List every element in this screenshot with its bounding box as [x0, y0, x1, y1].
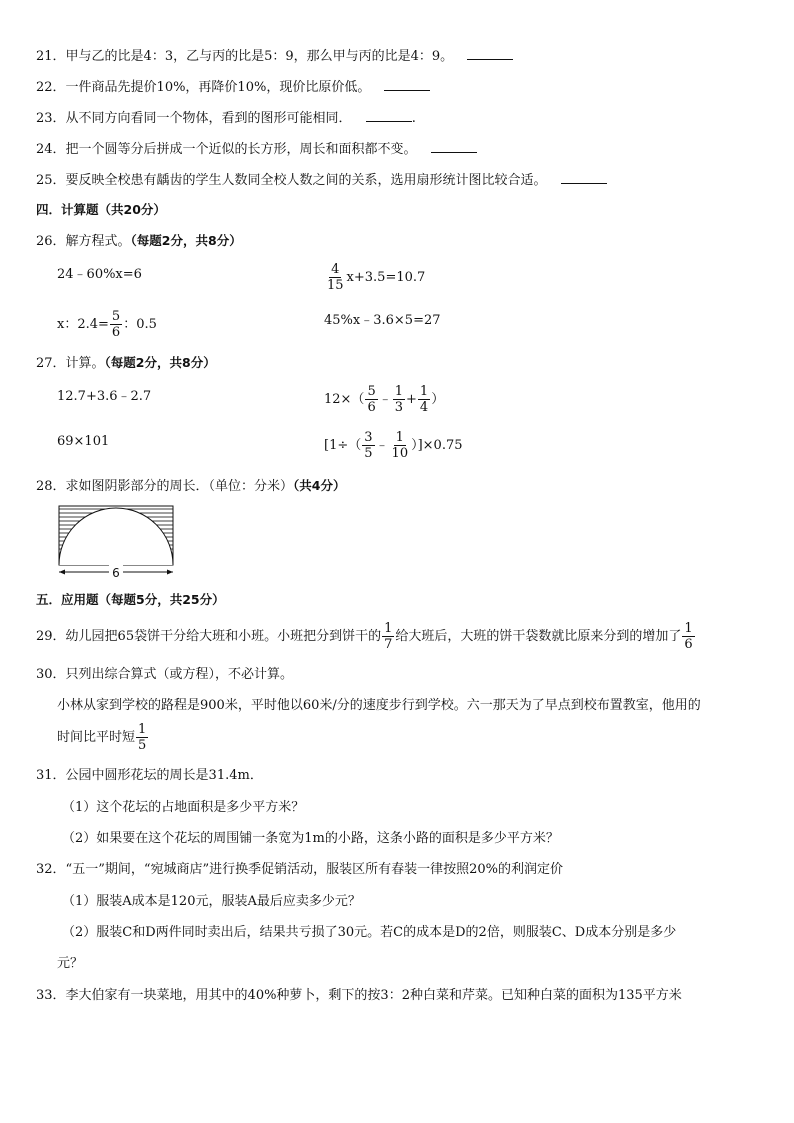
question-32-part-2: （2）服装C和D两件同时卖出后，结果共亏损了30元。若C的成本是D的2倍，则服装C、D成本分别是多少: [62, 925, 677, 940]
shaded-semicircle-figure: [55, 503, 177, 581]
question-31: 31．公园中圆形花坛的周长是31.4m．: [36, 768, 263, 783]
answer-blank[interactable]: [384, 77, 430, 91]
question-30: 30．只列出综合算式（或方程），不必计算。: [36, 667, 294, 682]
question-23-text: 23．从不同方向看同一个物体，看到的图形可能相同．: [36, 111, 352, 126]
fraction: $\frac{4}{15}$: [327, 262, 344, 293]
arrow-left-icon: [59, 570, 65, 575]
calc-2: [324, 384, 444, 415]
question-27: [36, 354, 216, 373]
fraction: $\frac{5}{6}$: [367, 384, 376, 415]
calc-4: [324, 430, 463, 461]
question-24: [36, 139, 477, 159]
question-31-part-2: （2）如果要在这个花坛的周围铺一条宽为1m的小路，这条小路的面积是多少平方米？: [62, 831, 559, 846]
arrow-right-icon: [167, 570, 173, 575]
question-32: 32．“五一”期间，“宛城商店”进行换季促销活动，服装区所有春装一律按照20%的利润定价: [36, 862, 564, 877]
question-30-body: 小林从家到学校的路程是900米，平时他以60米/分的速度步行到学校。六一那天为了早点到校布置教室，他用的: [57, 698, 701, 713]
question-27-text: 27．计算。: [36, 356, 105, 371]
fraction: $\frac{3}{5}$: [364, 430, 373, 461]
question-29-text: 29．幼儿园把65袋饼干分给大班和小班。小班把分到饼干的: [36, 629, 382, 644]
question-26-text: 26．解方程式。: [36, 234, 131, 249]
equation-4: 45%x﹣3.6×5=27: [324, 313, 441, 328]
question-30-tail: [57, 722, 149, 753]
operator: +: [406, 392, 417, 407]
fraction: $\frac{1}{3}$: [394, 384, 404, 415]
equation-2-rest: x+3.5=10.7: [346, 270, 426, 285]
question-25-text: 25．要反映全校患有龋齿的学生人数同全校人数之间的关系，选用扇形统计图比较合适。: [36, 173, 547, 188]
fraction: $\frac{1}{6}$: [684, 621, 693, 652]
section-4-title: 四．计算题（共20分）: [36, 202, 166, 217]
calc-3: 69×101: [57, 434, 110, 449]
question-26: [36, 232, 242, 251]
question-29: [36, 621, 696, 652]
fraction: $\frac{1}{4}$: [419, 384, 429, 415]
fraction: $\frac{1}{5}$: [138, 722, 147, 753]
question-25: [36, 170, 607, 190]
question-28: [36, 477, 346, 496]
question-23-period: .: [411, 111, 416, 126]
section-5-title: 五．应用题（每题5分，共25分）: [36, 592, 225, 607]
question-28-text: 28．求如图阴影部分的周长．（单位：分米）: [36, 479, 294, 494]
question-21-text: 21．甲与乙的比是4：3，乙与丙的比是5：9，那么甲与丙的比是4：9。: [36, 49, 454, 64]
equation-2: [324, 262, 425, 293]
fraction: $\frac{1}{7}$: [384, 621, 393, 652]
question-30-tail-text: 时间比平时短: [57, 730, 136, 745]
equation-1: 24﹣60%x=6: [57, 267, 142, 282]
question-23: [36, 108, 416, 128]
equation-3-post: ：0.5: [123, 317, 157, 332]
fraction: $\frac{1}{10}$: [391, 430, 409, 461]
calc-1: 12.7+3.6﹣2.7: [57, 389, 152, 404]
question-28-points: （共4分）: [293, 478, 346, 493]
equation-3-pre: x：2.4=: [57, 317, 109, 332]
operator: ﹣: [378, 392, 392, 407]
question-22-text: 22．一件商品先提价10%，再降价10%，现价比原价低。: [36, 80, 371, 95]
question-32-part-1: （1）服装A成本是120元，服装A最后应卖多少元？: [62, 894, 361, 909]
operator: ﹣: [375, 438, 389, 453]
answer-blank[interactable]: [467, 46, 513, 60]
calc-4-post: ）]×0.75: [411, 438, 463, 453]
question-22: [36, 77, 430, 97]
calc-2-post: ）: [431, 392, 445, 407]
calc-4-pre: [1÷（: [324, 438, 362, 453]
question-24-text: 24．把一个圆等分后拼成一个近似的长方形，周长和面积都不变。: [36, 142, 417, 157]
question-32-part-2-cont: 元？: [57, 956, 84, 971]
question-33: 33．李大伯家有一块菜地，用其中的40%种萝卜，剩下的按3：2种白菜和芹菜。已知种白菜的面积为135平方米: [36, 988, 682, 1003]
calc-2-pre: 12×（: [324, 392, 365, 407]
question-31-part-1: （1）这个花坛的占地面积是多少平方米？: [62, 800, 305, 815]
question-26-points: （每题2分，共8分）: [130, 233, 242, 248]
answer-blank[interactable]: [366, 108, 412, 122]
answer-blank[interactable]: [431, 139, 477, 153]
dimension-label: 6: [112, 566, 120, 580]
equation-3: [57, 309, 157, 340]
fraction: $\frac{5}{6}$: [111, 309, 121, 340]
question-21: [36, 46, 513, 66]
answer-blank[interactable]: [561, 170, 607, 184]
question-27-points: （每题2分，共8分）: [104, 355, 216, 370]
question-29-mid: 给大班后，大班的饼干袋数就比原来分到的增加了: [395, 629, 682, 644]
